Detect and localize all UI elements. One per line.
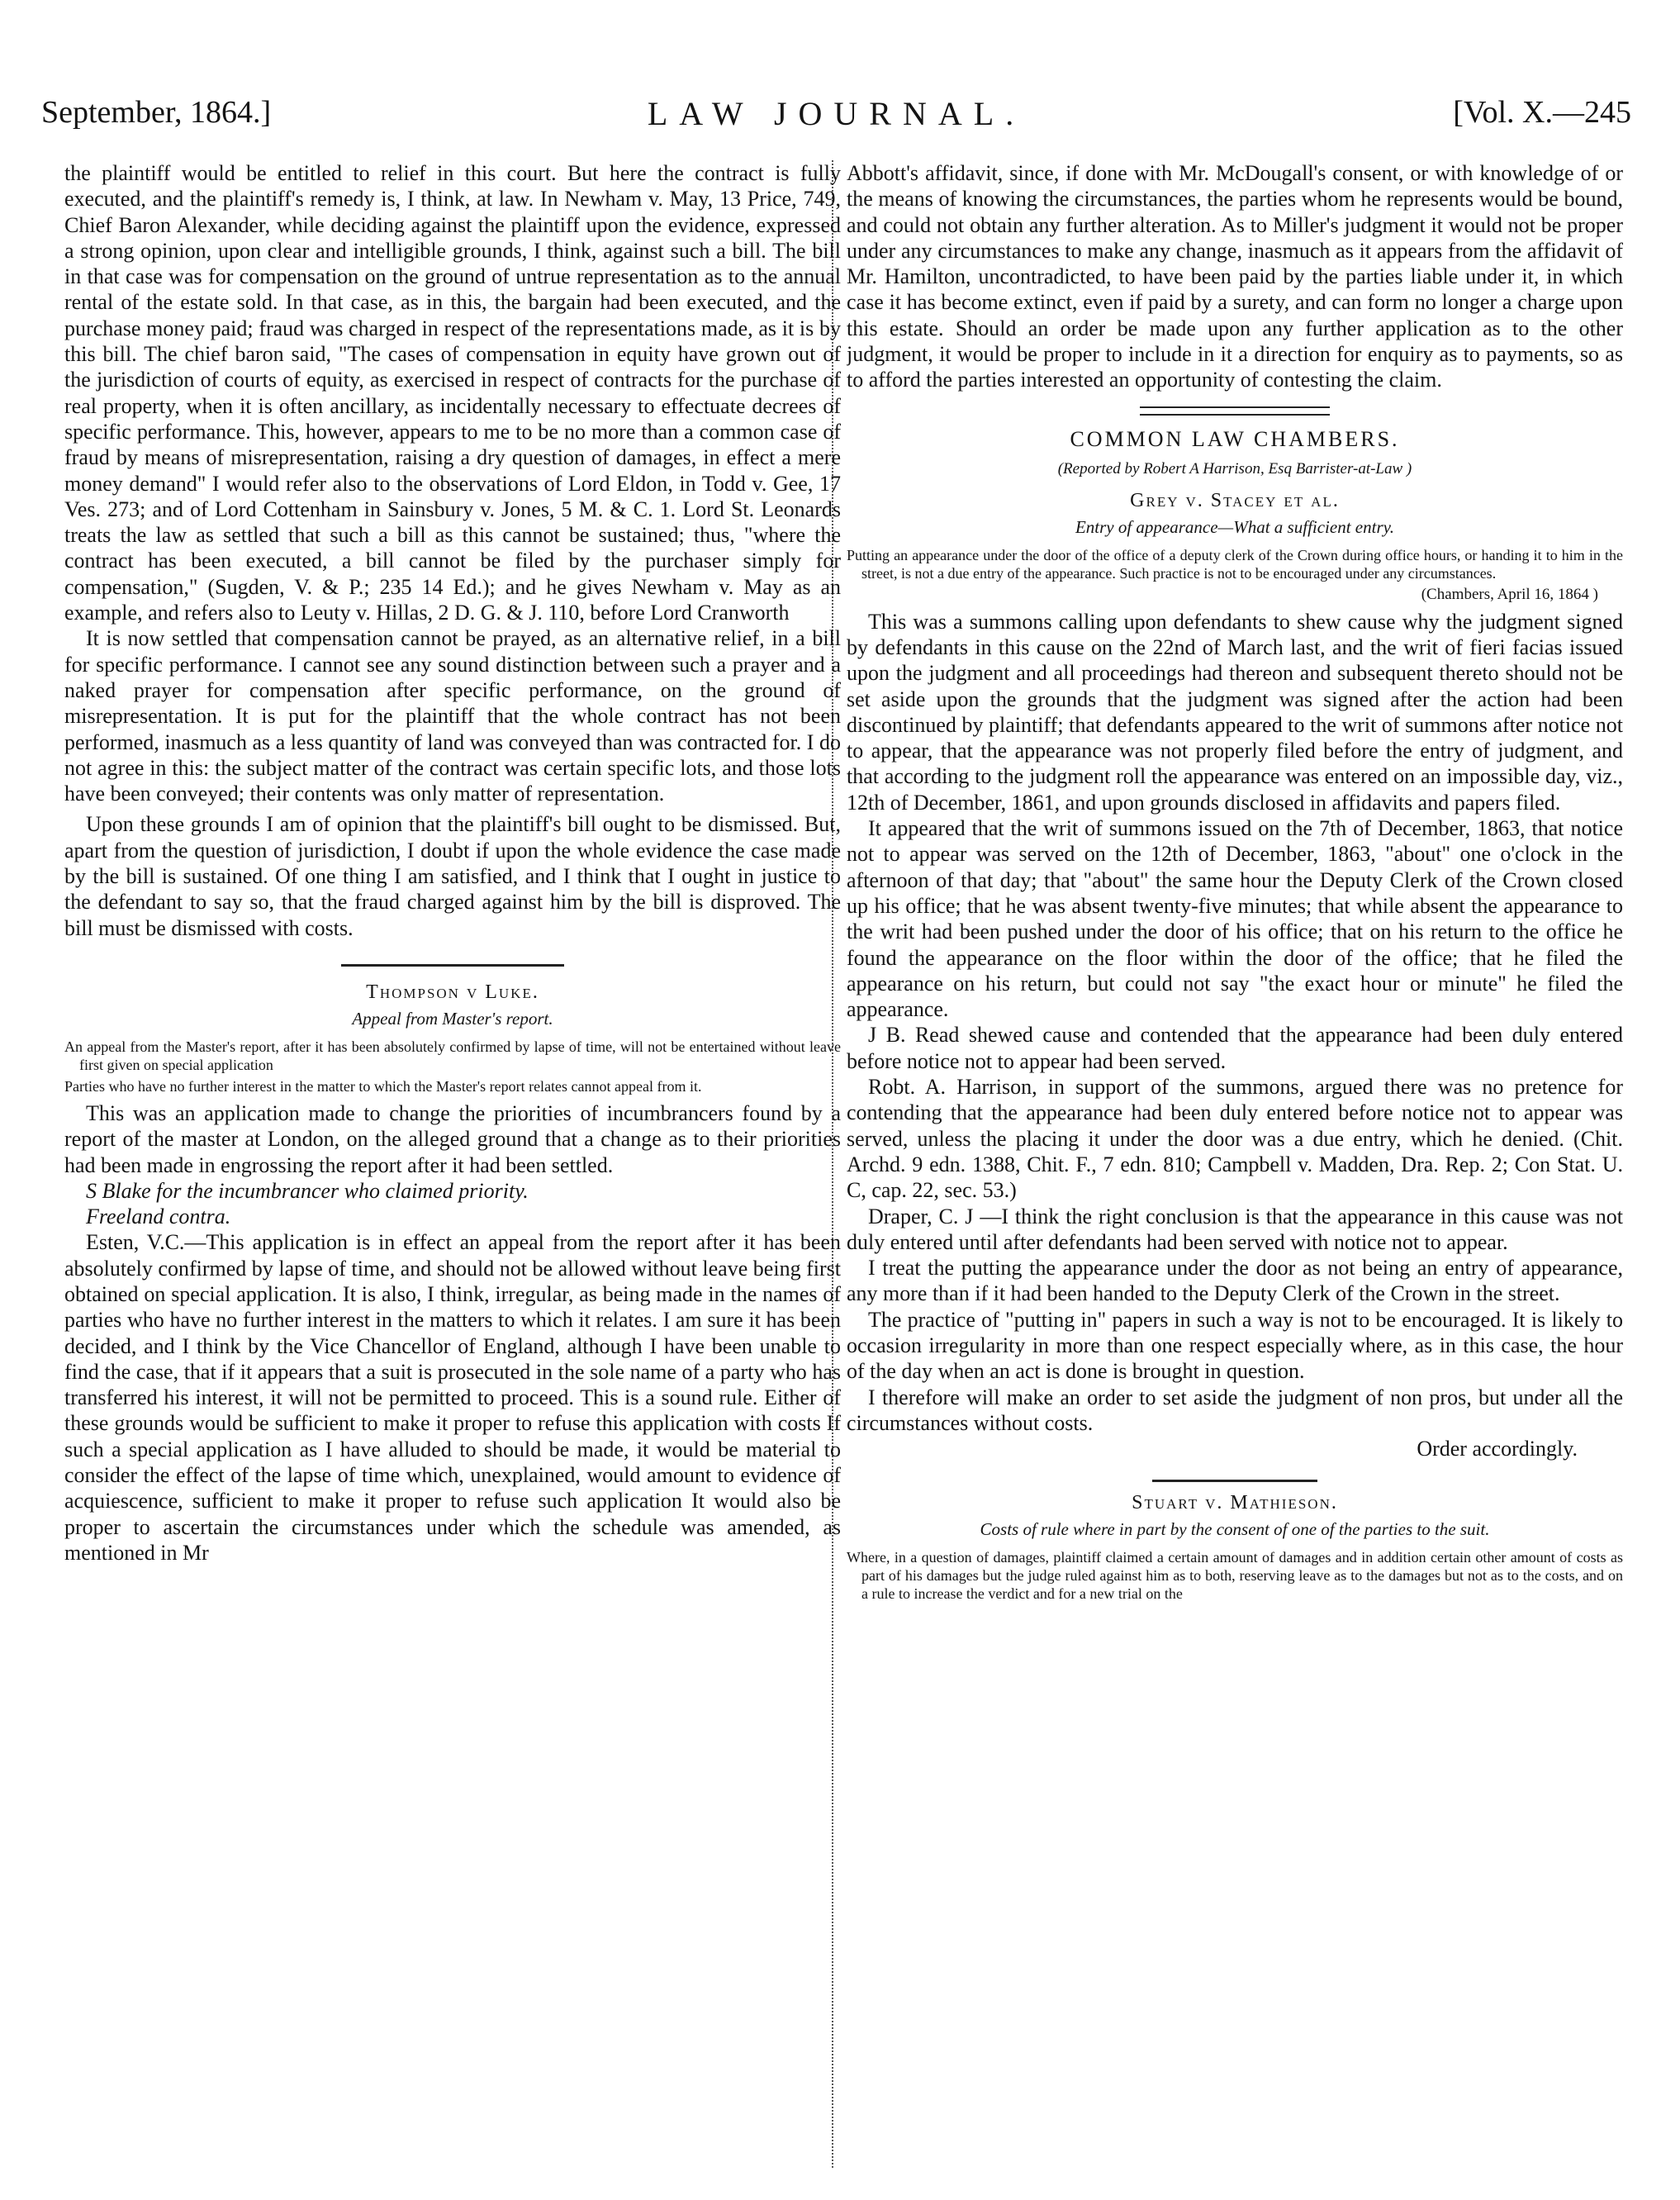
counsel-line: Freeland contra.	[86, 1205, 231, 1229]
paragraph: Abbott's affidavit, since, if done with Mr. McDougall's consent, or with knowledge of or the means of knowing the circumstances, the parties whom he represents would be bound, and could not obtain any further alteration. As to Miller's judgment it would not be proper under any circumstances to make any change, inasmuch as it appears from the affidavit of Mr. Hamilton, uncontradicted, to have been paid by the parties liable under it, in which case it has become extinct, even if paid by a surety, and can form no longer a charge upon this estate. Should an order be made upon any further application as to the other judgment, it would be proper to include in it a direction for enquiry as to payments, so as to afford the parties interested an opportunity of contesting the claim.	[847, 161, 1623, 392]
paragraph: the plaintiff would be entitled to relief in this court. But here the contract is fully executed, and the plaintiff's remedy is, I think, at law. In Newham v. May, 13 Price, 749, Chief Baron Alexander, while deciding against the plaintiff upon the evidence, expressed a strong opinion, upon clear and intelligible grounds, I think, against such a bill. The bill in that case was for compensation on the ground of untrue representation as to the annual rental of the estate sold. In that case, as in this, the bargain had been executed, and the purchase money paid; fraud was charged in respect of the representations made, as it is by this bill. The chief baron said, "The cases of compensation in equity have grown out of the jurisdiction of courts of equity, as exercised in respect of contracts for the purchase of real property, when it is often ancillary, as incidentally necessary to effectuate decrees of specific performance. This, however, appears to me to be no more than a common case of fraud by means of misrepresentation, raising a dry question of damages, in effect a mere money demand" I would refer also to the observations of Lord Eldon, in Todd v. Gee, 17 Ves. 273; and of Lord Cottenham in Sainsbury v. Jones, 5 M. & C. 1. Lord St. Leonards treats the law as settled that such a bill as this cannot be sustained; thus, "where the contract has been executed, a bill cannot be filed by the purchaser simply for compensation," (Sugden, V. & P.; 235 14 Ed.); and he gives Newham v. May as an example, and refers also to Leuty v. Hillas, 2 D. G. & J. 110, before Lord Cranworth	[64, 161, 841, 625]
case-title: Thompson v Luke.	[366, 981, 539, 1003]
section-rule	[1140, 406, 1330, 416]
headnote: An appeal from the Master's report, after it has been absolutely confirmed by lapse of time, will not be entertained without leave first given on special application	[64, 1038, 841, 1073]
headnote: Putting an appearance under the door of the office of a deputy clerk of the Crown during office hours, or handing it to him in the street, is not a due entry of the appearance. Such practice is not to be encouraged under any circumstances.	[847, 546, 1623, 582]
case-subhead: Appeal from Master's report.	[352, 1008, 553, 1029]
paragraph: Esten, V.C.—This application is in effect an appeal from the report after it has been absolutely confirmed by lapse of time, and should not be allowed without leave being first obtained on special application. It is also, I think, irregular, as being made in the names of parties who have no further interest in the matters to which it relates. I am sure it has been decided, and I think by the Vice Chancellor of England, although I have been unable to find the case, that if it appears that a suit is prosecuted in the sole name of a party who has transferred his interest, it will not be permitted to proceed. This is a sound rule. Either of these grounds would be sufficient to make it proper to refuse this application with costs If such a special application as I have alluded to should be made, it would be material to consider the effect of the lapse of time which, unexplained, would amount to evidence of acquiescence, sufficient to make it proper to refuse such application It would also be proper to ascertain the circumstances under which the schedule was amended, as mentioned in Mr	[64, 1230, 841, 1565]
paragraph: This was a summons calling upon defendants to shew cause why the judgment signed by defendants in this cause on the 22nd of March last, and the writ of fieri facias issued upon the judgment and all proceedings had thereon and subsequent thereto should not be set aside upon the grounds that the judgment was signed after the action had been discontinued by plaintiff; that defendants appeared to the writ of summons after notice not to appear, that the appearance was not properly filed before the entry of judgment, and that according to the judgment roll the appearance was entered on an impossible day, viz., 12th of December, 1861, and upon grounds disclosed in affidavits and papers filed.	[847, 609, 1623, 815]
paragraph: The practice of "putting in" papers in such a way is not to be encouraged. It is likely to occasion irregularity in more than one respect especially where, as in this case, the hour of the day when an act is done is brought in question.	[847, 1307, 1623, 1384]
dateline: (Chambers, April 16, 1864 )	[1421, 585, 1598, 603]
paragraph: Robt. A. Harrison, in support of the summons, argued there was no pretence for contending that the appearance had been duly entered before notice not to appear was served, unless the placing it under the door was a due entry, which he denied. (Chit. Archd. 9 edn. 1388, Chit. F., 7 edn. 810; Campbell v. Madden, Dra. Rep. 2; Con Stat. U. C, cap. 22, sec. 53.)	[847, 1075, 1623, 1203]
case-subhead: Entry of appearance—What a sufficient entry.	[1075, 516, 1395, 537]
paragraph: This was an application made to change the priorities of incumbrancers found by a report of the master at London, on the alleged ground that a change as to their priorities had been made in engrossing the report after it had been settled.	[64, 1100, 841, 1177]
journal-title: LAW JOURNAL.	[647, 95, 1026, 132]
paragraph: Draper, C. J —I think the right conclusion is that the appearance in this cause was not duly entered until after defendants had been served with notice not to appear.	[847, 1204, 1623, 1254]
page	[41, 94, 1631, 2176]
counsel-line: S Blake for the incumbrancer who claimed priority.	[86, 1178, 529, 1203]
header-date: September, 1864.]	[41, 95, 272, 130]
paragraph: Upon these grounds I am of opinion that the plaintiff's bill ought to be dismissed. But, apart from the question of jurisdiction, I doubt if upon the whole evidence the case made by the bill is sustained. Of one thing I am satisfied, and I think that I ought in justice to the defendant to say so, that the fraud charged against him by the bill is disproved. The bill must be dismissed with costs.	[64, 812, 841, 940]
paragraph: It is now settled that compensation cannot be prayed, as an alternative relief, in a bill for specific performance. I cannot see any sound distinction between such a prayer and a naked prayer for compensation after specific performance, on the ground of misrepresentation. It is put for the plaintiff that the whole contract has not been performed, inasmuch as a less quantity of land was conveyed than was contracted for. I do not agree in this: the subject matter of the contract was certain specific lots, and those lots have been conveyed; their contents was only matter of representation.	[64, 626, 841, 806]
section-title: COMMON LAW CHAMBERS.	[1070, 426, 1400, 451]
paragraph: I treat the putting the appearance under the door as not being an entry of appearance, any more than if it had been handed to the Deputy Clerk of the Crown in the street.	[847, 1256, 1623, 1306]
paragraph: It appeared that the writ of summons issued on the 7th of December, 1863, that notice not to appear was served on the 12th of December, 1863, "about" one o'clock in the afternoon of that day; that "about" the same hour the Deputy Clerk of the Crown closed up his office; that he was absent twenty-five minutes; that while absent the appearance to the writ had been pushed under the door of his office; that on his return to the office he found the appearance on the floor within the door of the office; that he filed the appearance on his return, but could not say "the exact hour or minute" he filed the appearance.	[847, 816, 1623, 1022]
right-column	[847, 160, 1623, 2176]
case-subhead: Costs of rule where in part by the consent of one of the parties to the suit.	[980, 1519, 1490, 1540]
signoff: Order accordingly.	[1417, 1437, 1578, 1461]
headnote: Parties who have no further interest in the matter to which the Master's report relates cannot appeal from it.	[64, 1077, 702, 1095]
running-header	[41, 94, 1631, 144]
case-title: Stuart v. Mathieson.	[1132, 1492, 1338, 1514]
paragraph: J B. Read shewed cause and contended that the appearance had been duly entered before notice not to appear had been served.	[847, 1023, 1623, 1073]
left-column	[64, 160, 841, 2176]
case-title: Grey v. Stacey et al.	[1130, 489, 1340, 511]
reporter-line: (Reported by Robert A Harrison, Esq Barrister-at-Law )	[1057, 459, 1412, 478]
header-volume-page: [Vol. X.—245	[1453, 95, 1631, 130]
headnote: Where, in a question of damages, plaintiff claimed a certain amount of damages and in addition certain other amount of costs as part of his damages but the judge ruled against him as to both, reserving leave as to the damages but not as to the costs, and on a rule to increase the verdict and for a new trial on the	[847, 1549, 1623, 1603]
section-rule	[341, 964, 564, 967]
section-rule	[1152, 1480, 1317, 1482]
paragraph: I therefore will make an order to set aside the judgment of non pros, but under all the circumstances without costs.	[847, 1385, 1623, 1435]
